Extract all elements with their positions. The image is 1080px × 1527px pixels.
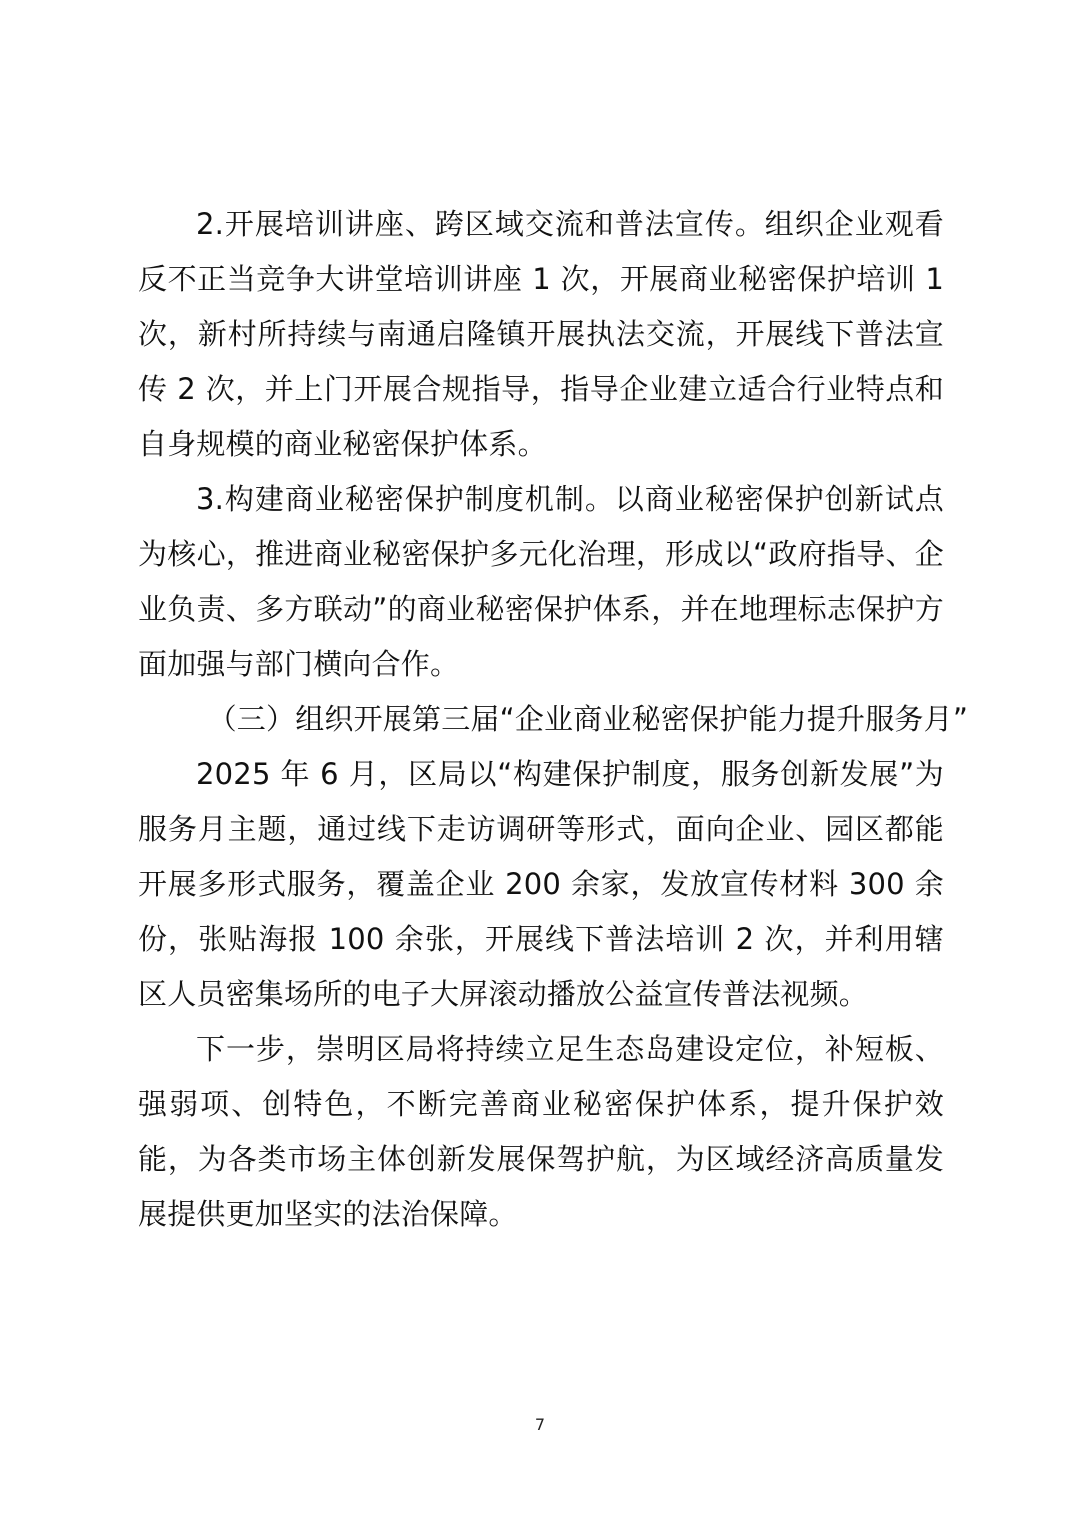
section-heading: （三）组织开展第三届“企业商业秘密保护能力提升服务月” xyxy=(207,702,969,736)
page-number: 7 xyxy=(534,1415,546,1434)
paragraph-service-month: 2025 年 6 月，区局以“构建保护制度，服务创新发展”为服务月主题，通过线下走访调研等形式，面向企业、园区都能开展多形式服务，覆盖企业 200 余家，发放宣传材料 300 余份，张贴海报 100 余张，开展线下普法培训 2 次，并利用辖区人员密集场所的电子大屏滚动播放公益宣传普法视频。 xyxy=(138,757,944,1011)
document-body xyxy=(138,197,969,1242)
paragraph-training-lectures: 2.开展培训讲座、跨区域交流和普法宣传。组织企业观看反不正当竞争大讲堂培训讲座 1 次，开展商业秘密保护培训 1 次，新村所持续与南通启隆镇开展执法交流，开展线下普法宣传 2 次，并上门开展合规指导，指导企业建立适合行业特点和自身规模的商业秘密保护体系。 xyxy=(138,207,944,461)
paragraph-protection-mechanism: 3.构建商业秘密保护制度机制。以商业秘密保护创新试点为核心，推进商业秘密保护多元化治理，形成以“政府指导、企业负责、多方联动”的商业秘密保护体系，并在地理标志保护方面加强与部门横向合作。 xyxy=(138,482,944,681)
paragraph-next-steps: 下一步，崇明区局将持续立足生态岛建设定位，补短板、强弱项、创特色，不断完善商业秘密保护体系，提升保护效能，为各类市场主体创新发展保驾护航，为区域经济高质量发展提供更加坚实的法治保障。 xyxy=(138,1032,944,1231)
